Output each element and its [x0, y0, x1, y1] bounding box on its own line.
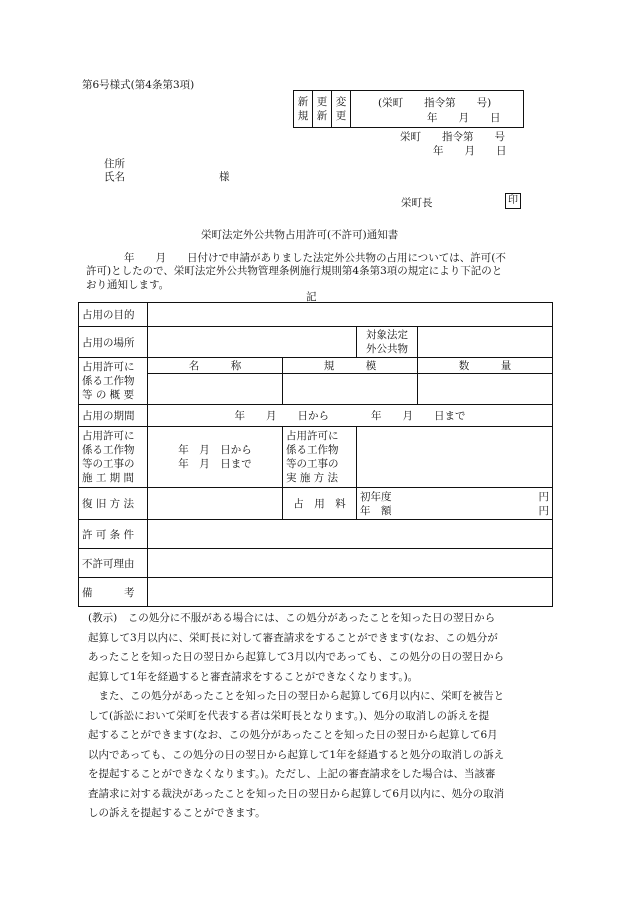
restoration-label: 復 旧 方 法	[79, 488, 148, 520]
row-structure-values	[79, 374, 553, 405]
cm-line1: 占用許可に	[286, 430, 339, 442]
target-object-value[interactable]	[418, 327, 553, 358]
target-object-line1: 対象法定	[366, 329, 408, 341]
target-object-line2: 外公共物	[366, 343, 408, 355]
target-object-label	[357, 327, 418, 358]
denial-reason-label: 不許可理由	[79, 549, 148, 578]
row-restoration	[79, 488, 553, 520]
fee-yen-1: 円	[538, 490, 549, 503]
address-label: 住所	[104, 158, 125, 170]
fee-annual-row	[360, 504, 549, 518]
structure-line2: 係る工作物	[82, 375, 135, 387]
row-remarks	[79, 578, 553, 607]
fee-yen-2: 円	[538, 504, 549, 517]
structure-scale-value[interactable]	[283, 374, 418, 405]
col-scale-header: 規 模	[283, 358, 418, 374]
place-value[interactable]	[148, 327, 357, 358]
notice-line-2: 起算して3月以内に、栄町長に対して審査請求をすることができます(なお、この処分が	[88, 632, 498, 644]
reference-number: 栄町 指令第 号	[400, 131, 505, 143]
intro-line2: 許可)としたので、栄町法定外公共物管理条例施行規則第4条第3項の規定により下記のと	[86, 265, 503, 277]
notice-line-5: また、この処分があったことを知った日の翌日から起算して6月以内に、栄町を被告と	[88, 690, 505, 702]
construction-to: 年 月 日まで	[178, 458, 252, 470]
structure-name-value[interactable]	[148, 374, 283, 405]
notice-line-6: して(訴訟において栄町を代表する者は栄町長となります。)、処分の取消しの訴えを提	[88, 710, 490, 722]
intro-line3: おり通知します。	[86, 279, 170, 291]
renew-char-2: 新	[316, 110, 328, 122]
purpose-value[interactable]	[148, 303, 553, 327]
row-conditions	[79, 520, 553, 549]
notice-line-1: (教示) この処分に不服がある場合には、この処分があったことを知った日の翌日から	[88, 612, 496, 624]
notice-line-8: 以内であっても、この処分の日の翌日から起算して1年を経過すると処分の取消しの訴え	[88, 749, 505, 761]
document-title: 栄町法定外公共物占用許可(不許可)通知書	[201, 229, 399, 241]
restoration-value[interactable]	[148, 488, 283, 520]
name-label: 氏名	[104, 171, 125, 183]
construction-period-label	[79, 427, 148, 488]
period-value[interactable]: 年 月 日から 年 月 日まで	[148, 405, 553, 427]
honorific: 様	[219, 171, 230, 183]
construction-dates[interactable]	[148, 427, 283, 488]
new-char-1: 新	[297, 96, 309, 108]
remarks-value[interactable]	[148, 578, 553, 607]
ki-label: 記	[306, 291, 317, 303]
structure-line1: 占用許可に	[82, 361, 135, 373]
col-quantity-header: 数 量	[418, 358, 553, 374]
renew-char-1: 更	[316, 96, 328, 108]
intro-line1: 年 月 日付けで申請がありました法定外公共物の占用については、許可(不	[124, 252, 506, 264]
stamp-ref-line1: (栄町 指令第 号)	[378, 97, 492, 109]
notice-line-11: しの訴えを提起することができます。	[88, 807, 266, 819]
notice-line-4: 起算して1年を経過すると審査請求をすることができなくなります。)。	[88, 671, 419, 683]
construction-from: 年 月 日から	[178, 444, 252, 456]
conditions-value[interactable]	[148, 520, 553, 549]
notice-line-9: を提起することができなくなります。)。ただし、上記の審査請求をした場合は、当該審	[88, 768, 496, 780]
new-cell	[294, 91, 313, 127]
row-structure-head	[79, 358, 553, 374]
fee-value[interactable]	[357, 488, 553, 520]
change-char-2: 更	[335, 110, 347, 122]
cp-line4: 施 工 期 間	[82, 472, 135, 484]
place-label: 占用の場所	[79, 327, 148, 358]
construction-method-label	[283, 427, 357, 488]
row-construction	[79, 427, 553, 488]
change-char-1: 変	[335, 96, 347, 108]
row-place	[79, 327, 553, 358]
notice-line-10: 査請求に対する裁決があったことを知った日の翌日から起算して6月以内に、処分の取消	[88, 788, 505, 800]
construction-method-value[interactable]	[357, 427, 553, 488]
fee-first-year: 初年度	[360, 490, 392, 503]
stamp-box	[293, 90, 524, 128]
purpose-label: 占用の目的	[79, 303, 148, 327]
col-name-header: 名 称	[148, 358, 283, 374]
row-purpose	[79, 303, 553, 327]
reference-date: 年 月 日	[433, 145, 507, 157]
structure-label	[79, 358, 148, 405]
conditions-label: 許 可 条 件	[79, 520, 148, 549]
new-char-2: 規	[297, 110, 309, 122]
structure-line3: 等 の 概 要	[82, 389, 135, 401]
denial-reason-value[interactable]	[148, 549, 553, 578]
permit-table	[78, 302, 553, 607]
fee-annual: 年 額	[360, 504, 392, 517]
seal-mark: 印	[505, 193, 521, 209]
stamp-ref-line2: 年 月 日	[427, 112, 501, 124]
remarks-label: 備 考	[79, 578, 148, 607]
row-period	[79, 405, 553, 427]
structure-quantity-value[interactable]	[418, 374, 553, 405]
cm-line4: 実 施 方 法	[286, 472, 339, 484]
cm-line3: 等の工事の	[286, 458, 339, 470]
cp-line3: 等の工事の	[82, 458, 135, 470]
renew-cell	[313, 91, 332, 127]
notice-line-3: あったことを知った日の翌日から起算して3月以内であっても、この処分の日の翌日から	[88, 651, 504, 663]
issuer-title: 栄町長	[401, 197, 433, 209]
fee-label: 占 用 料	[283, 488, 357, 520]
form-number: 第6号様式(第4条第3項)	[82, 79, 195, 91]
cp-line1: 占用許可に	[82, 430, 135, 442]
cp-line2: 係る工作物	[82, 444, 135, 456]
change-cell	[332, 91, 351, 127]
period-label: 占用の期間	[79, 405, 148, 427]
cm-line2: 係る工作物	[286, 444, 339, 456]
fee-first-year-row	[360, 490, 549, 504]
notice-line-7: 起することができます(なお、この処分があったことを知った日の翌日から起算して6月	[88, 729, 498, 741]
row-denial	[79, 549, 553, 578]
